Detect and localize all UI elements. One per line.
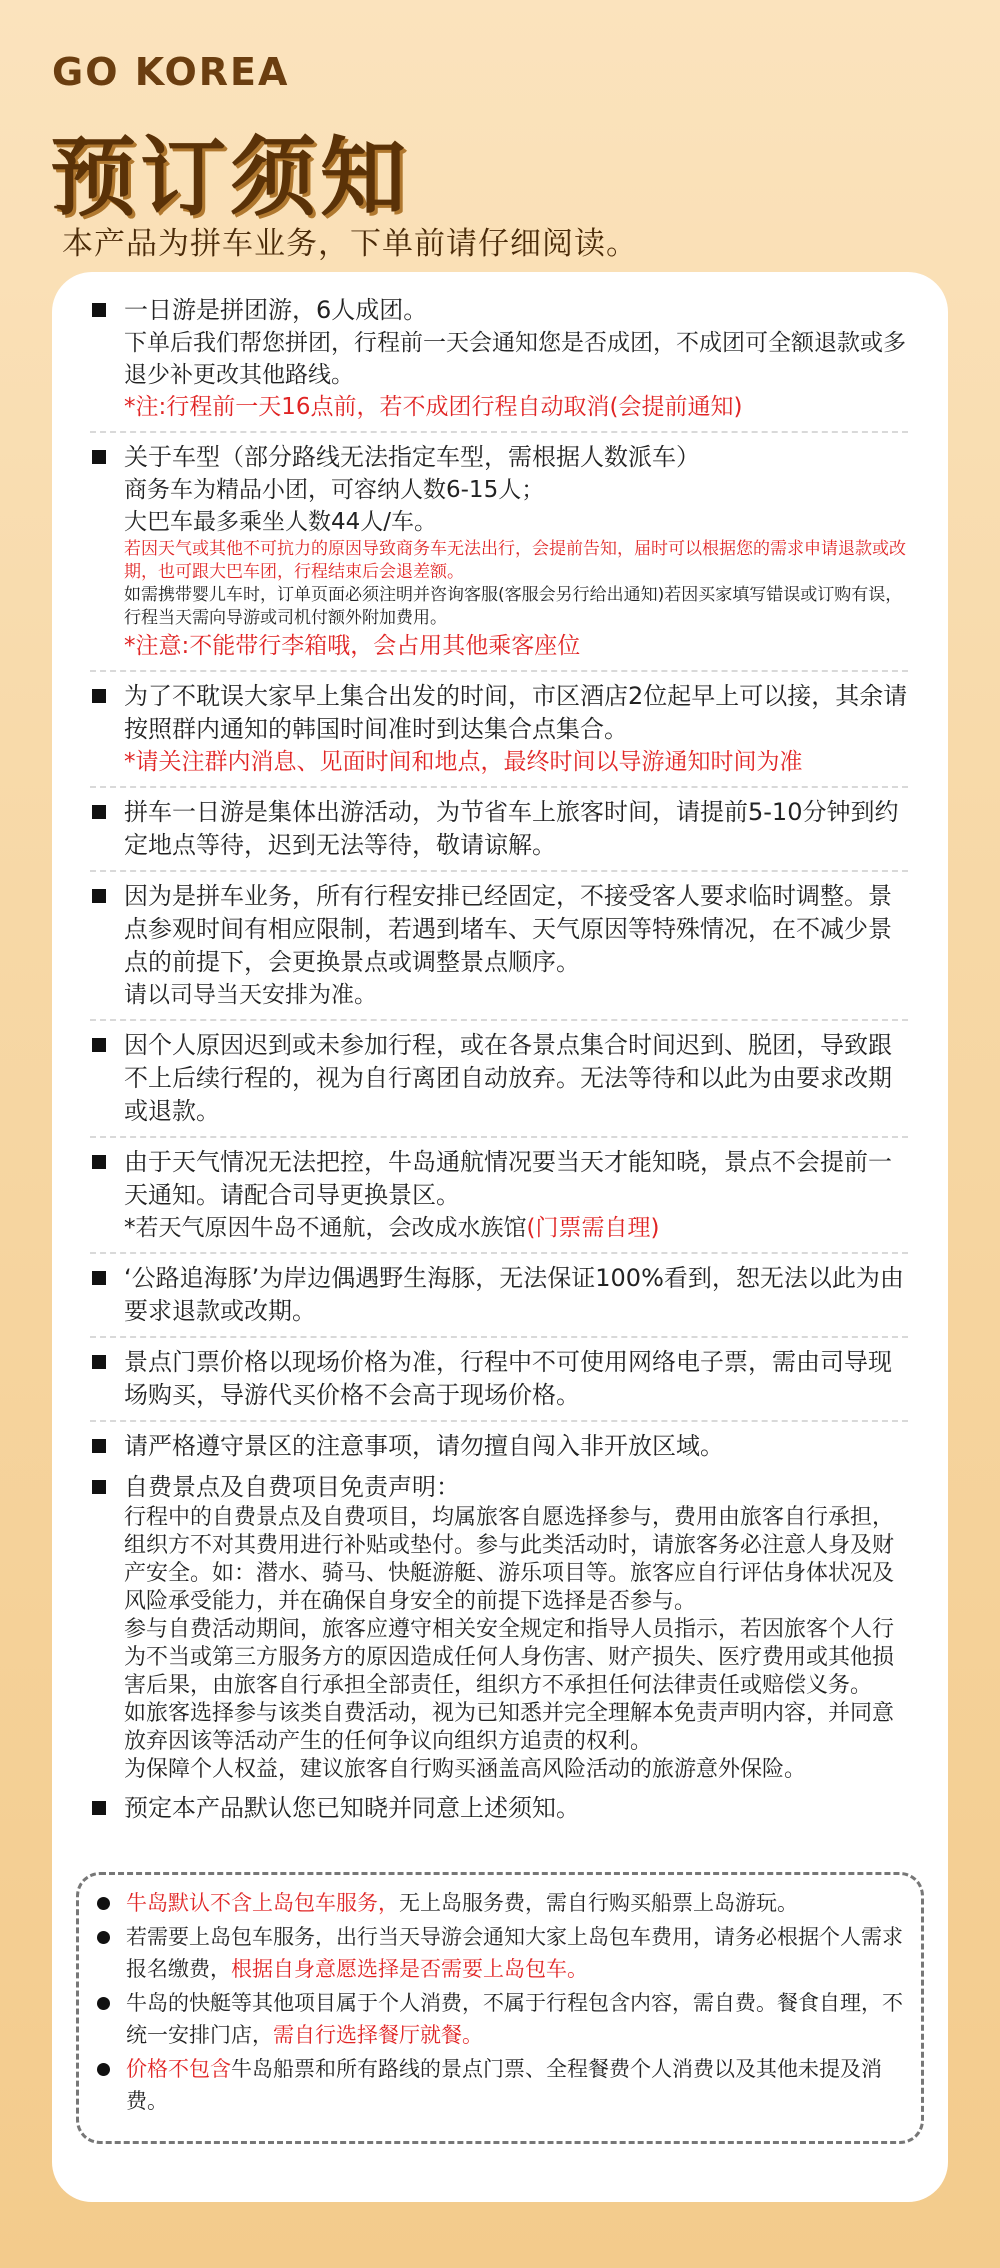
brand-logo-text: GO KOREA — [52, 50, 290, 94]
box-item-red: 牛岛默认不含上岛包车服务， — [126, 1891, 399, 1915]
notice-item-9 — [90, 1338, 908, 1422]
box-item-text: 牛岛船票和所有路线的景点门票、全程餐费个人消费以及其他未提及消费。 — [126, 2057, 882, 2113]
box-item-red: 根据自身意愿选择是否需要上岛包车。 — [231, 1957, 588, 1981]
notice-item-6 — [90, 1021, 908, 1138]
box-item-text: 若需要上岛包车服务，出行当天导游会通知大家上岛包车费用，请务必根据个人需求报名缴费， — [126, 1925, 903, 1981]
box-item-red: 需自行选择餐厅就餐。 — [273, 2023, 483, 2047]
notice-item-4 — [90, 788, 908, 872]
udo-island-notice-box — [76, 1872, 924, 2144]
notice-item-2 — [90, 433, 908, 672]
item-heading: 一日游是拼团游，6人成团。 — [124, 296, 428, 324]
box-item-text: 牛岛的快艇等其他项目属于个人消费，不属于行程包含内容，需自费。餐食自理，不统一安排门店， — [126, 1991, 903, 2047]
round-bullet-icon — [97, 1897, 110, 1910]
notice-item-11 — [90, 1471, 908, 1792]
item-note-text: *若天气原因牛岛不通航，会改成水族馆 — [124, 1215, 527, 1241]
square-bullet-icon — [92, 889, 106, 903]
notice-item-8 — [90, 1254, 908, 1338]
disclaimer-paragraph: 参与自费活动期间，旅客应遵守相关安全规定和指导人员指示，若因旅客个人行为不当或第三方服务方的原因造成任何人身伤害、财产损失、医疗费用或其他损害后果，由旅客自行承担全部责任，组织方不承担任何法律责任或赔偿义务。 — [124, 1617, 895, 1698]
box-item-text: 无上岛服务费，需自行购买船票上岛游玩。 — [399, 1891, 798, 1915]
disclaimer-paragraph: 为保障个人权益，建议旅客自行购买涵盖高风险活动的旅游意外保险。 — [124, 1757, 807, 1782]
item-small-text: 如需携带婴儿车时，订单页面必须注明并咨询客服(客服会另行给出通知)若因买家填写错误或订购有误，行程当天需向导游或司机付额外附加费用。 — [124, 585, 903, 628]
box-item — [97, 1921, 903, 1985]
item-heading: 因为是拼车业务，所有行程安排已经固定，不接受客人要求临时调整。景点参观时间有相应限制，若遇到堵车、天气原因等特殊情况，在不减少景点的前提下，会更换景点或调整景点顺序。 — [124, 882, 892, 976]
square-bullet-icon — [92, 303, 106, 317]
item-heading: ‘公路追海豚’为岸边偶遇野生海豚，无法保证100%看到，恕无法以此为由要求退款或改期。 — [124, 1264, 904, 1325]
notice-item-3 — [90, 672, 908, 788]
square-bullet-icon — [92, 1271, 106, 1285]
notice-item-12 — [90, 1792, 908, 1833]
disclaimer-paragraph: 如旅客选择参与该类自费活动，视为已知悉并完全理解本免责声明内容，并同意放弃因该等活动产生的任何争议向组织方追责的权利。 — [124, 1701, 895, 1754]
page-subtitle: 本产品为拼车业务，下单前请仔细阅读。 — [62, 226, 638, 262]
square-bullet-icon — [92, 1038, 106, 1052]
item-note: *注意:不能带行李箱哦，会占用其他乘客座位 — [124, 633, 581, 659]
box-item — [97, 1987, 903, 2051]
page-title: 预订须知 — [50, 128, 410, 228]
square-bullet-icon — [92, 1355, 106, 1369]
item-heading: 为了不耽误大家早上集合出发的时间，市区酒店2位起早上可以接，其余请按照群内通知的韩国时间准时到达集合点集合。 — [124, 682, 908, 743]
square-bullet-icon — [92, 689, 106, 703]
round-bullet-icon — [97, 1931, 110, 1944]
item-small-note: 若因天气或其他不可抗力的原因导致商务车无法出行，会提前告知，届时可以根据您的需求申请退款或改期，也可跟大巴车团，行程结束后会退差额。 — [124, 539, 906, 582]
square-bullet-icon — [92, 1801, 106, 1815]
item-heading: 预定本产品默认您已知晓并同意上述须知。 — [124, 1794, 580, 1822]
notice-item-7 — [90, 1138, 908, 1254]
item-note: *注:行程前一天16点前，若不成团行程自动取消(会提前通知) — [124, 394, 743, 420]
round-bullet-icon — [97, 1997, 110, 2010]
item-note: *请关注群内消息、见面时间和地点，最终时间以导游通知时间为准 — [124, 749, 803, 775]
box-item — [97, 1887, 903, 1919]
square-bullet-icon — [92, 1480, 106, 1494]
item-body: 下单后我们帮您拼团，行程前一天会通知您是否成团，不成团可全额退款或多退少补更改其他路线。 — [124, 330, 906, 388]
item-heading: 自费景点及自费项目免责声明： — [124, 1473, 460, 1501]
item-heading: 关于车型（部分路线无法指定车型，需根据人数派车） — [124, 443, 700, 471]
square-bullet-icon — [92, 450, 106, 464]
item-note-red: (门票需自理) — [526, 1215, 660, 1241]
round-bullet-icon — [97, 2063, 110, 2076]
square-bullet-icon — [92, 1155, 106, 1169]
square-bullet-icon — [92, 1439, 106, 1453]
notice-item-10 — [90, 1422, 908, 1471]
box-item-red: 价格不包含 — [126, 2057, 231, 2081]
notice-item-1 — [90, 286, 908, 433]
item-note — [124, 1212, 908, 1244]
item-heading: 拼车一日游是集体出游活动，为节省车上旅客时间，请提前5-10分钟到约定地点等待，迟到无法等待，敬请谅解。 — [124, 798, 899, 859]
item-tail: 请以司导当天安排为准。 — [124, 982, 377, 1008]
item-heading: 景点门票价格以现场价格为准，行程中不可使用网络电子票，需由司导现场购买，导游代买价格不会高于现场价格。 — [124, 1348, 892, 1409]
item-heading: 请严格遵守景区的注意事项，请勿擅自闯入非开放区域。 — [124, 1432, 724, 1460]
square-bullet-icon — [92, 805, 106, 819]
item-line: 商务车为精品小团，可容纳人数6-15人； — [124, 477, 545, 503]
disclaimer-paragraph: 行程中的自费景点及自费项目，均属旅客自愿选择参与，费用由旅客自行承担，组织方不对其费用进行补贴或垫付。参与此类活动时，请旅客务必注意人身及财产安全。如：潜水、骑马、快艇游艇、游乐项目等。旅客应自行评估身体状况及风险承受能力，并在确保自身安全的前提下选择是否参与。 — [124, 1505, 895, 1614]
item-line: 大巴车最多乘坐人数44人/车。 — [124, 509, 438, 535]
box-item — [97, 2053, 903, 2117]
item-heading: 由于天气情况无法把控，牛岛通航情况要当天才能知晓，景点不会提前一天通知。请配合司导更换景区。 — [124, 1148, 892, 1209]
item-heading: 因个人原因迟到或未参加行程，或在各景点集合时间迟到、脱团，导致跟不上后续行程的，视为自行离团自动放弃。无法等待和以此为由要求改期或退款。 — [124, 1031, 892, 1125]
notice-item-5 — [90, 872, 908, 1021]
